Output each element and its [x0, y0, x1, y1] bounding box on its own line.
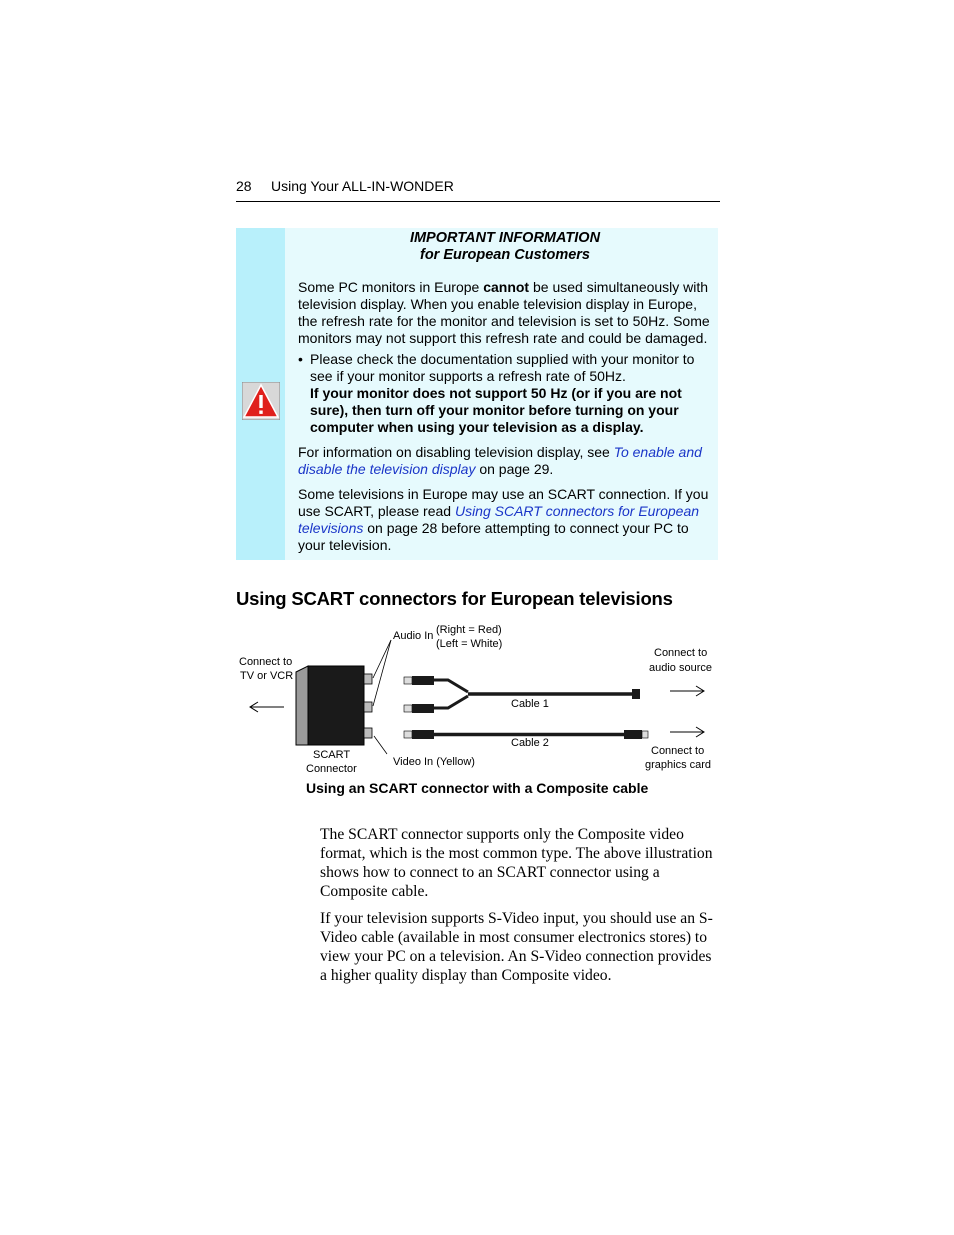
label-right-red: (Right = Red) — [436, 624, 502, 636]
body-paragraph-1: The SCART connector supports only the Composite video format, which is the most common type. The above illustration shows how to connect to an SCART connector using a Composite cable. — [320, 826, 713, 900]
info-paragraph-1 — [298, 279, 712, 347]
label-connect-gfx-1: Connect to — [651, 745, 705, 757]
label-video-in: Video In (Yellow) — [393, 756, 475, 768]
right-arrow-icon — [670, 686, 704, 696]
warning-icon — [242, 382, 280, 420]
info-title-line2: for European Customers — [420, 247, 590, 263]
p3-before: Some televisions in Europe may use an SCART connection. If you use SCART, please read — [298, 486, 709, 519]
p2-before: For information on disabling television display, see — [298, 444, 614, 460]
link-enable-disable-tv[interactable]: To enable and disable the television display — [298, 444, 702, 477]
body-text — [320, 825, 720, 993]
link-scart-connectors[interactable]: Using SCART connectors for European televisions — [298, 503, 700, 536]
bullet-text: Please check the documentation supplied with your monitor to see if your monitor supports a refresh rate of 50Hz. — [310, 351, 695, 384]
header-title: Using Your ALL-IN-WONDER — [271, 178, 454, 194]
info-title-line1: IMPORTANT INFORMATION — [409, 230, 601, 246]
bullet-bold-warning: If your monitor does not support 50 Hz (or if you are not sure), then turn off your monitor before turning on your computer when using your television as a display. — [310, 385, 682, 435]
label-connect-audio-1: Connect to — [654, 647, 708, 659]
p1-before: Some PC monitors in Europe — [298, 279, 484, 295]
figure-caption: Using an SCART connector with a Composite cable — [306, 780, 649, 796]
scart-connector-shape — [296, 666, 372, 745]
info-paragraph-3 — [298, 486, 712, 554]
section-title: Using SCART connectors for European televisions — [236, 588, 673, 609]
bullet-dot: • — [298, 351, 303, 367]
label-connect-audio-2: audio source — [649, 662, 712, 674]
info-paragraph-2 — [298, 444, 712, 478]
info-bullet — [298, 351, 712, 436]
label-connector: Connector — [306, 763, 357, 775]
p2-after: on page 29. — [475, 461, 554, 477]
info-title — [298, 230, 712, 264]
p1-bold: cannot — [483, 279, 530, 295]
label-cable-1: Cable 1 — [511, 698, 549, 710]
label-left-white: (Left = White) — [436, 638, 503, 650]
page-header — [236, 177, 720, 202]
important-info-box — [236, 228, 718, 560]
page-number: 28 — [236, 178, 252, 194]
scart-diagram — [236, 620, 720, 780]
label-audio-in: Audio In — [393, 630, 434, 642]
body-paragraph-2: If your television supports S-Video input, you should use an S-Video cable (available in most consumer electronics stores) to view your PC on a television. An S-Video connection provides a higher quality display than Composite video. — [320, 910, 713, 984]
p1-after: be used simultaneously with television display. When you enable television display in Europe, the refresh rate for the monitor and television is set to 50Hz. Some monitors may not support this refresh rate and could be damaged. — [298, 279, 710, 346]
label-connect-tv-2: TV or VCR — [240, 670, 294, 682]
label-connect-gfx-2: graphics card — [645, 759, 712, 771]
left-arrow-icon — [250, 702, 284, 712]
p3-after: on page 28 before attempting to connect your PC to your television. — [298, 520, 689, 553]
info-content — [298, 228, 712, 554]
label-cable-2: Cable 2 — [511, 737, 549, 749]
label-connect-tv-1: Connect to — [239, 656, 293, 668]
label-scart: SCART — [313, 749, 351, 761]
right-arrow-icon — [670, 727, 704, 737]
